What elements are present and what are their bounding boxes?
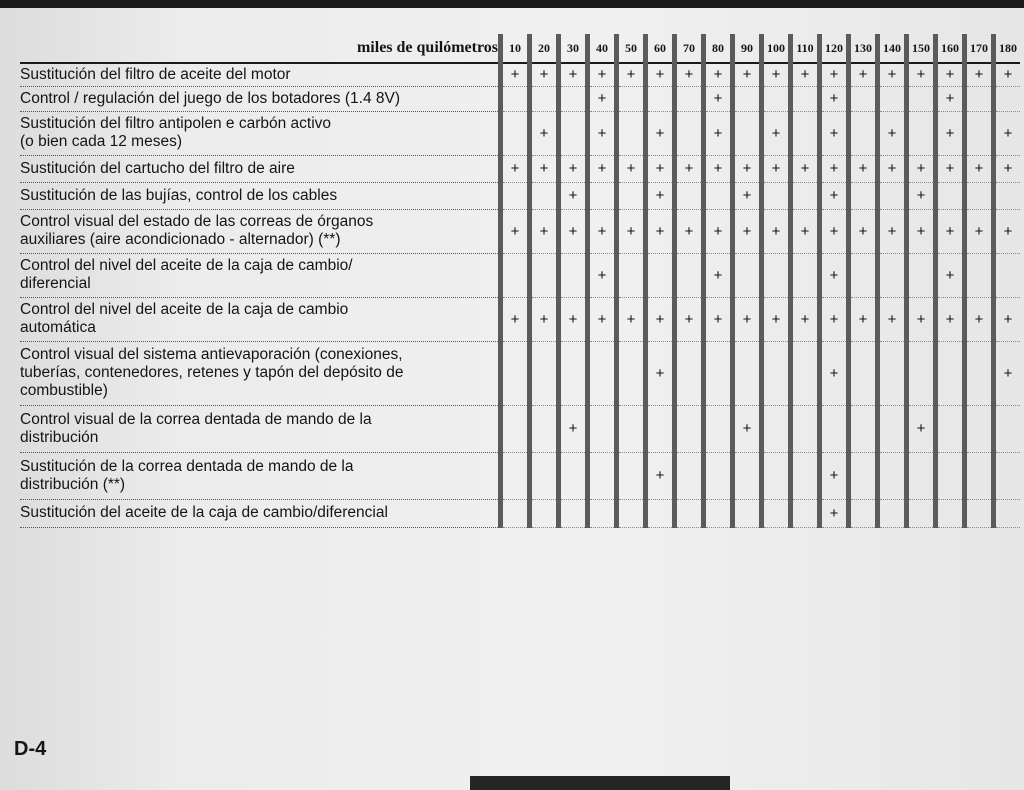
empty-cell: [907, 341, 936, 405]
empty-cell: [762, 86, 791, 111]
empty-cell: [907, 253, 936, 297]
task-label: Control visual del sistema antievaporación (conexiones, tuberías, contenedores, retenes y tapón del depósito de combustible): [20, 341, 501, 405]
empty-cell: [762, 452, 791, 499]
empty-cell: [965, 86, 994, 111]
empty-cell: [733, 86, 762, 111]
interval-header: 50: [617, 34, 646, 63]
empty-cell: [791, 405, 820, 452]
empty-cell: [878, 452, 907, 499]
empty-cell: [675, 341, 704, 405]
service-mark: +: [762, 63, 791, 86]
service-mark: +: [936, 253, 965, 297]
service-mark: +: [994, 209, 1021, 253]
empty-cell: [878, 253, 907, 297]
empty-cell: [675, 111, 704, 155]
empty-cell: [501, 499, 530, 527]
empty-cell: [617, 499, 646, 527]
empty-cell: [588, 341, 617, 405]
empty-cell: [849, 253, 878, 297]
service-mark: +: [646, 209, 675, 253]
service-mark: +: [530, 63, 559, 86]
empty-cell: [530, 341, 559, 405]
empty-cell: [936, 452, 965, 499]
header-row: [20, 34, 1020, 63]
service-mark: +: [849, 63, 878, 86]
interval-header: 30: [559, 34, 588, 63]
service-mark: +: [791, 155, 820, 182]
empty-cell: [878, 405, 907, 452]
empty-cell: [791, 253, 820, 297]
task-label: Control del nivel del aceite de la caja de cambio/ diferencial: [20, 253, 501, 297]
service-mark: +: [820, 499, 849, 527]
service-mark: +: [965, 63, 994, 86]
empty-cell: [501, 452, 530, 499]
empty-cell: [936, 341, 965, 405]
empty-cell: [994, 86, 1021, 111]
empty-cell: [617, 341, 646, 405]
service-mark: +: [733, 405, 762, 452]
empty-cell: [675, 182, 704, 209]
empty-cell: [762, 499, 791, 527]
service-mark: +: [617, 297, 646, 341]
service-mark: +: [936, 209, 965, 253]
empty-cell: [733, 341, 762, 405]
table-row: [20, 499, 1020, 527]
empty-cell: [907, 86, 936, 111]
table-row: [20, 209, 1020, 253]
task-label: Sustitución del cartucho del filtro de aire: [20, 155, 501, 182]
service-mark: +: [588, 209, 617, 253]
empty-cell: [588, 182, 617, 209]
empty-cell: [878, 182, 907, 209]
empty-cell: [791, 341, 820, 405]
service-mark: +: [936, 155, 965, 182]
service-mark: +: [936, 297, 965, 341]
service-mark: +: [878, 63, 907, 86]
interval-header: 70: [675, 34, 704, 63]
interval-header: 180: [994, 34, 1021, 63]
service-mark: +: [907, 182, 936, 209]
service-mark: +: [559, 297, 588, 341]
service-mark: +: [878, 155, 907, 182]
service-mark: +: [820, 297, 849, 341]
empty-cell: [733, 452, 762, 499]
service-mark: +: [559, 209, 588, 253]
service-mark: +: [936, 63, 965, 86]
service-mark: +: [936, 111, 965, 155]
service-mark: +: [530, 297, 559, 341]
service-mark: +: [820, 209, 849, 253]
interval-header: 10: [501, 34, 530, 63]
empty-cell: [849, 341, 878, 405]
service-mark: +: [762, 209, 791, 253]
service-mark: +: [878, 209, 907, 253]
service-mark: +: [791, 63, 820, 86]
service-mark: +: [820, 253, 849, 297]
empty-cell: [994, 405, 1021, 452]
table-row: [20, 297, 1020, 341]
task-label: Sustitución del aceite de la caja de cambio/diferencial: [20, 499, 501, 527]
service-mark: +: [878, 111, 907, 155]
table-row: [20, 253, 1020, 297]
service-mark: +: [965, 209, 994, 253]
empty-cell: [675, 405, 704, 452]
task-label: Sustitución de las bujías, control de los cables: [20, 182, 501, 209]
service-mark: +: [907, 63, 936, 86]
empty-cell: [501, 405, 530, 452]
service-mark: +: [762, 111, 791, 155]
interval-header: 90: [733, 34, 762, 63]
table-row: [20, 182, 1020, 209]
service-mark: +: [994, 297, 1021, 341]
service-mark: +: [994, 341, 1021, 405]
empty-cell: [965, 182, 994, 209]
empty-cell: [617, 86, 646, 111]
task-label: Sustitución del filtro antipolen e carbón activo (o bien cada 12 meses): [20, 111, 501, 155]
bottom-shadow-strip: [470, 776, 730, 790]
service-mark: +: [617, 209, 646, 253]
empty-cell: [501, 341, 530, 405]
empty-cell: [559, 86, 588, 111]
empty-cell: [646, 499, 675, 527]
empty-cell: [617, 111, 646, 155]
interval-header: 130: [849, 34, 878, 63]
empty-cell: [965, 253, 994, 297]
empty-cell: [849, 405, 878, 452]
table-row: [20, 341, 1020, 405]
interval-header: 120: [820, 34, 849, 63]
empty-cell: [849, 499, 878, 527]
empty-cell: [965, 341, 994, 405]
empty-cell: [994, 253, 1021, 297]
empty-cell: [530, 86, 559, 111]
service-mark: +: [936, 86, 965, 111]
empty-cell: [936, 182, 965, 209]
service-mark: +: [646, 111, 675, 155]
service-mark: +: [820, 86, 849, 111]
service-mark: +: [617, 155, 646, 182]
service-mark: +: [559, 405, 588, 452]
task-label: Sustitución de la correa dentada de mando de la distribución (**): [20, 452, 501, 499]
top-shadow-bar: [0, 0, 1024, 8]
empty-cell: [501, 182, 530, 209]
service-mark: +: [733, 155, 762, 182]
service-mark: +: [559, 63, 588, 86]
empty-cell: [849, 182, 878, 209]
service-mark: +: [704, 155, 733, 182]
empty-cell: [704, 499, 733, 527]
service-mark: +: [588, 63, 617, 86]
empty-cell: [907, 111, 936, 155]
empty-cell: [907, 452, 936, 499]
empty-cell: [704, 405, 733, 452]
empty-cell: [559, 452, 588, 499]
empty-cell: [791, 452, 820, 499]
service-mark: +: [733, 182, 762, 209]
empty-cell: [965, 499, 994, 527]
task-label: Control / regulación del juego de los botadores (1.4 8V): [20, 86, 501, 111]
service-mark: +: [849, 155, 878, 182]
service-mark: +: [733, 297, 762, 341]
empty-cell: [530, 253, 559, 297]
service-mark: +: [501, 297, 530, 341]
empty-cell: [617, 182, 646, 209]
empty-cell: [762, 253, 791, 297]
empty-cell: [878, 341, 907, 405]
unit-label: miles de quilómetros: [20, 34, 501, 63]
task-label: Control visual de la correa dentada de mando de la distribución: [20, 405, 501, 452]
service-mark: +: [704, 253, 733, 297]
empty-cell: [501, 253, 530, 297]
service-mark: +: [878, 297, 907, 341]
service-mark: +: [617, 63, 646, 86]
empty-cell: [936, 405, 965, 452]
service-mark: +: [501, 155, 530, 182]
empty-cell: [994, 499, 1021, 527]
empty-cell: [530, 182, 559, 209]
empty-cell: [617, 405, 646, 452]
empty-cell: [530, 405, 559, 452]
service-mark: +: [588, 111, 617, 155]
service-mark: +: [646, 452, 675, 499]
empty-cell: [501, 86, 530, 111]
service-mark: +: [907, 155, 936, 182]
service-mark: +: [588, 297, 617, 341]
service-mark: +: [849, 209, 878, 253]
empty-cell: [878, 86, 907, 111]
service-mark: +: [646, 341, 675, 405]
service-mark: +: [646, 155, 675, 182]
service-mark: +: [501, 63, 530, 86]
empty-cell: [704, 182, 733, 209]
service-mark: +: [820, 63, 849, 86]
maintenance-schedule-table: [20, 34, 1020, 528]
service-mark: +: [907, 209, 936, 253]
empty-cell: [733, 253, 762, 297]
empty-cell: [704, 341, 733, 405]
service-mark: +: [675, 63, 704, 86]
service-mark: +: [588, 253, 617, 297]
service-mark: +: [820, 111, 849, 155]
empty-cell: [849, 452, 878, 499]
empty-cell: [617, 452, 646, 499]
service-mark: +: [907, 297, 936, 341]
service-mark: +: [704, 209, 733, 253]
empty-cell: [675, 452, 704, 499]
service-mark: +: [646, 182, 675, 209]
empty-cell: [994, 182, 1021, 209]
service-mark: +: [704, 297, 733, 341]
empty-cell: [733, 111, 762, 155]
empty-cell: [530, 452, 559, 499]
table-row: [20, 111, 1020, 155]
service-mark: +: [559, 155, 588, 182]
table-body: [20, 63, 1020, 527]
service-mark: +: [530, 155, 559, 182]
empty-cell: [965, 405, 994, 452]
service-mark: +: [675, 209, 704, 253]
service-mark: +: [820, 155, 849, 182]
table-row: [20, 155, 1020, 182]
service-mark: +: [965, 155, 994, 182]
empty-cell: [588, 405, 617, 452]
service-mark: +: [820, 341, 849, 405]
service-mark: +: [588, 86, 617, 111]
table-row: [20, 86, 1020, 111]
empty-cell: [530, 499, 559, 527]
task-label: Control visual del estado de las correas de órganos auxiliares (aire acondicionado - alternador) (**): [20, 209, 501, 253]
service-mark: +: [704, 63, 733, 86]
interval-header: 20: [530, 34, 559, 63]
service-mark: +: [762, 297, 791, 341]
service-mark: +: [646, 297, 675, 341]
interval-header: 160: [936, 34, 965, 63]
service-mark: +: [965, 297, 994, 341]
empty-cell: [559, 253, 588, 297]
service-mark: +: [994, 111, 1021, 155]
service-mark: +: [907, 405, 936, 452]
service-mark: +: [762, 155, 791, 182]
service-mark: +: [646, 63, 675, 86]
table-row: [20, 452, 1020, 499]
empty-cell: [762, 182, 791, 209]
service-mark: +: [791, 209, 820, 253]
empty-cell: [675, 86, 704, 111]
empty-cell: [675, 253, 704, 297]
service-mark: +: [675, 155, 704, 182]
table-row: [20, 63, 1020, 86]
empty-cell: [646, 405, 675, 452]
empty-cell: [994, 452, 1021, 499]
service-mark: +: [733, 63, 762, 86]
service-mark: +: [559, 182, 588, 209]
interval-header: 40: [588, 34, 617, 63]
service-mark: +: [820, 452, 849, 499]
empty-cell: [791, 182, 820, 209]
empty-cell: [849, 86, 878, 111]
empty-cell: [820, 405, 849, 452]
empty-cell: [646, 253, 675, 297]
empty-cell: [559, 499, 588, 527]
service-mark: +: [530, 111, 559, 155]
interval-header: 100: [762, 34, 791, 63]
service-mark: +: [820, 182, 849, 209]
interval-header: 110: [791, 34, 820, 63]
service-mark: +: [704, 86, 733, 111]
empty-cell: [965, 111, 994, 155]
empty-cell: [675, 499, 704, 527]
service-mark: +: [994, 63, 1021, 86]
interval-header: 150: [907, 34, 936, 63]
empty-cell: [559, 341, 588, 405]
task-label: Sustitución del filtro de aceite del motor: [20, 63, 501, 86]
task-label: Control del nivel del aceite de la caja de cambio automática: [20, 297, 501, 341]
empty-cell: [791, 86, 820, 111]
empty-cell: [501, 111, 530, 155]
service-mark: +: [849, 297, 878, 341]
interval-header: 80: [704, 34, 733, 63]
empty-cell: [646, 86, 675, 111]
empty-cell: [936, 499, 965, 527]
interval-header: 170: [965, 34, 994, 63]
empty-cell: [878, 499, 907, 527]
empty-cell: [559, 111, 588, 155]
empty-cell: [733, 499, 762, 527]
service-mark: +: [791, 297, 820, 341]
page-number: D-4: [14, 738, 47, 760]
empty-cell: [791, 499, 820, 527]
empty-cell: [965, 452, 994, 499]
empty-cell: [791, 111, 820, 155]
interval-header: 140: [878, 34, 907, 63]
empty-cell: [907, 499, 936, 527]
empty-cell: [588, 499, 617, 527]
empty-cell: [617, 253, 646, 297]
empty-cell: [704, 452, 733, 499]
empty-cell: [762, 341, 791, 405]
empty-cell: [849, 111, 878, 155]
table-row: [20, 405, 1020, 452]
service-mark: +: [704, 111, 733, 155]
service-mark: +: [733, 209, 762, 253]
empty-cell: [762, 405, 791, 452]
service-mark: +: [530, 209, 559, 253]
interval-header: 60: [646, 34, 675, 63]
service-mark: +: [675, 297, 704, 341]
service-mark: +: [588, 155, 617, 182]
service-mark: +: [994, 155, 1021, 182]
service-mark: +: [501, 209, 530, 253]
empty-cell: [588, 452, 617, 499]
